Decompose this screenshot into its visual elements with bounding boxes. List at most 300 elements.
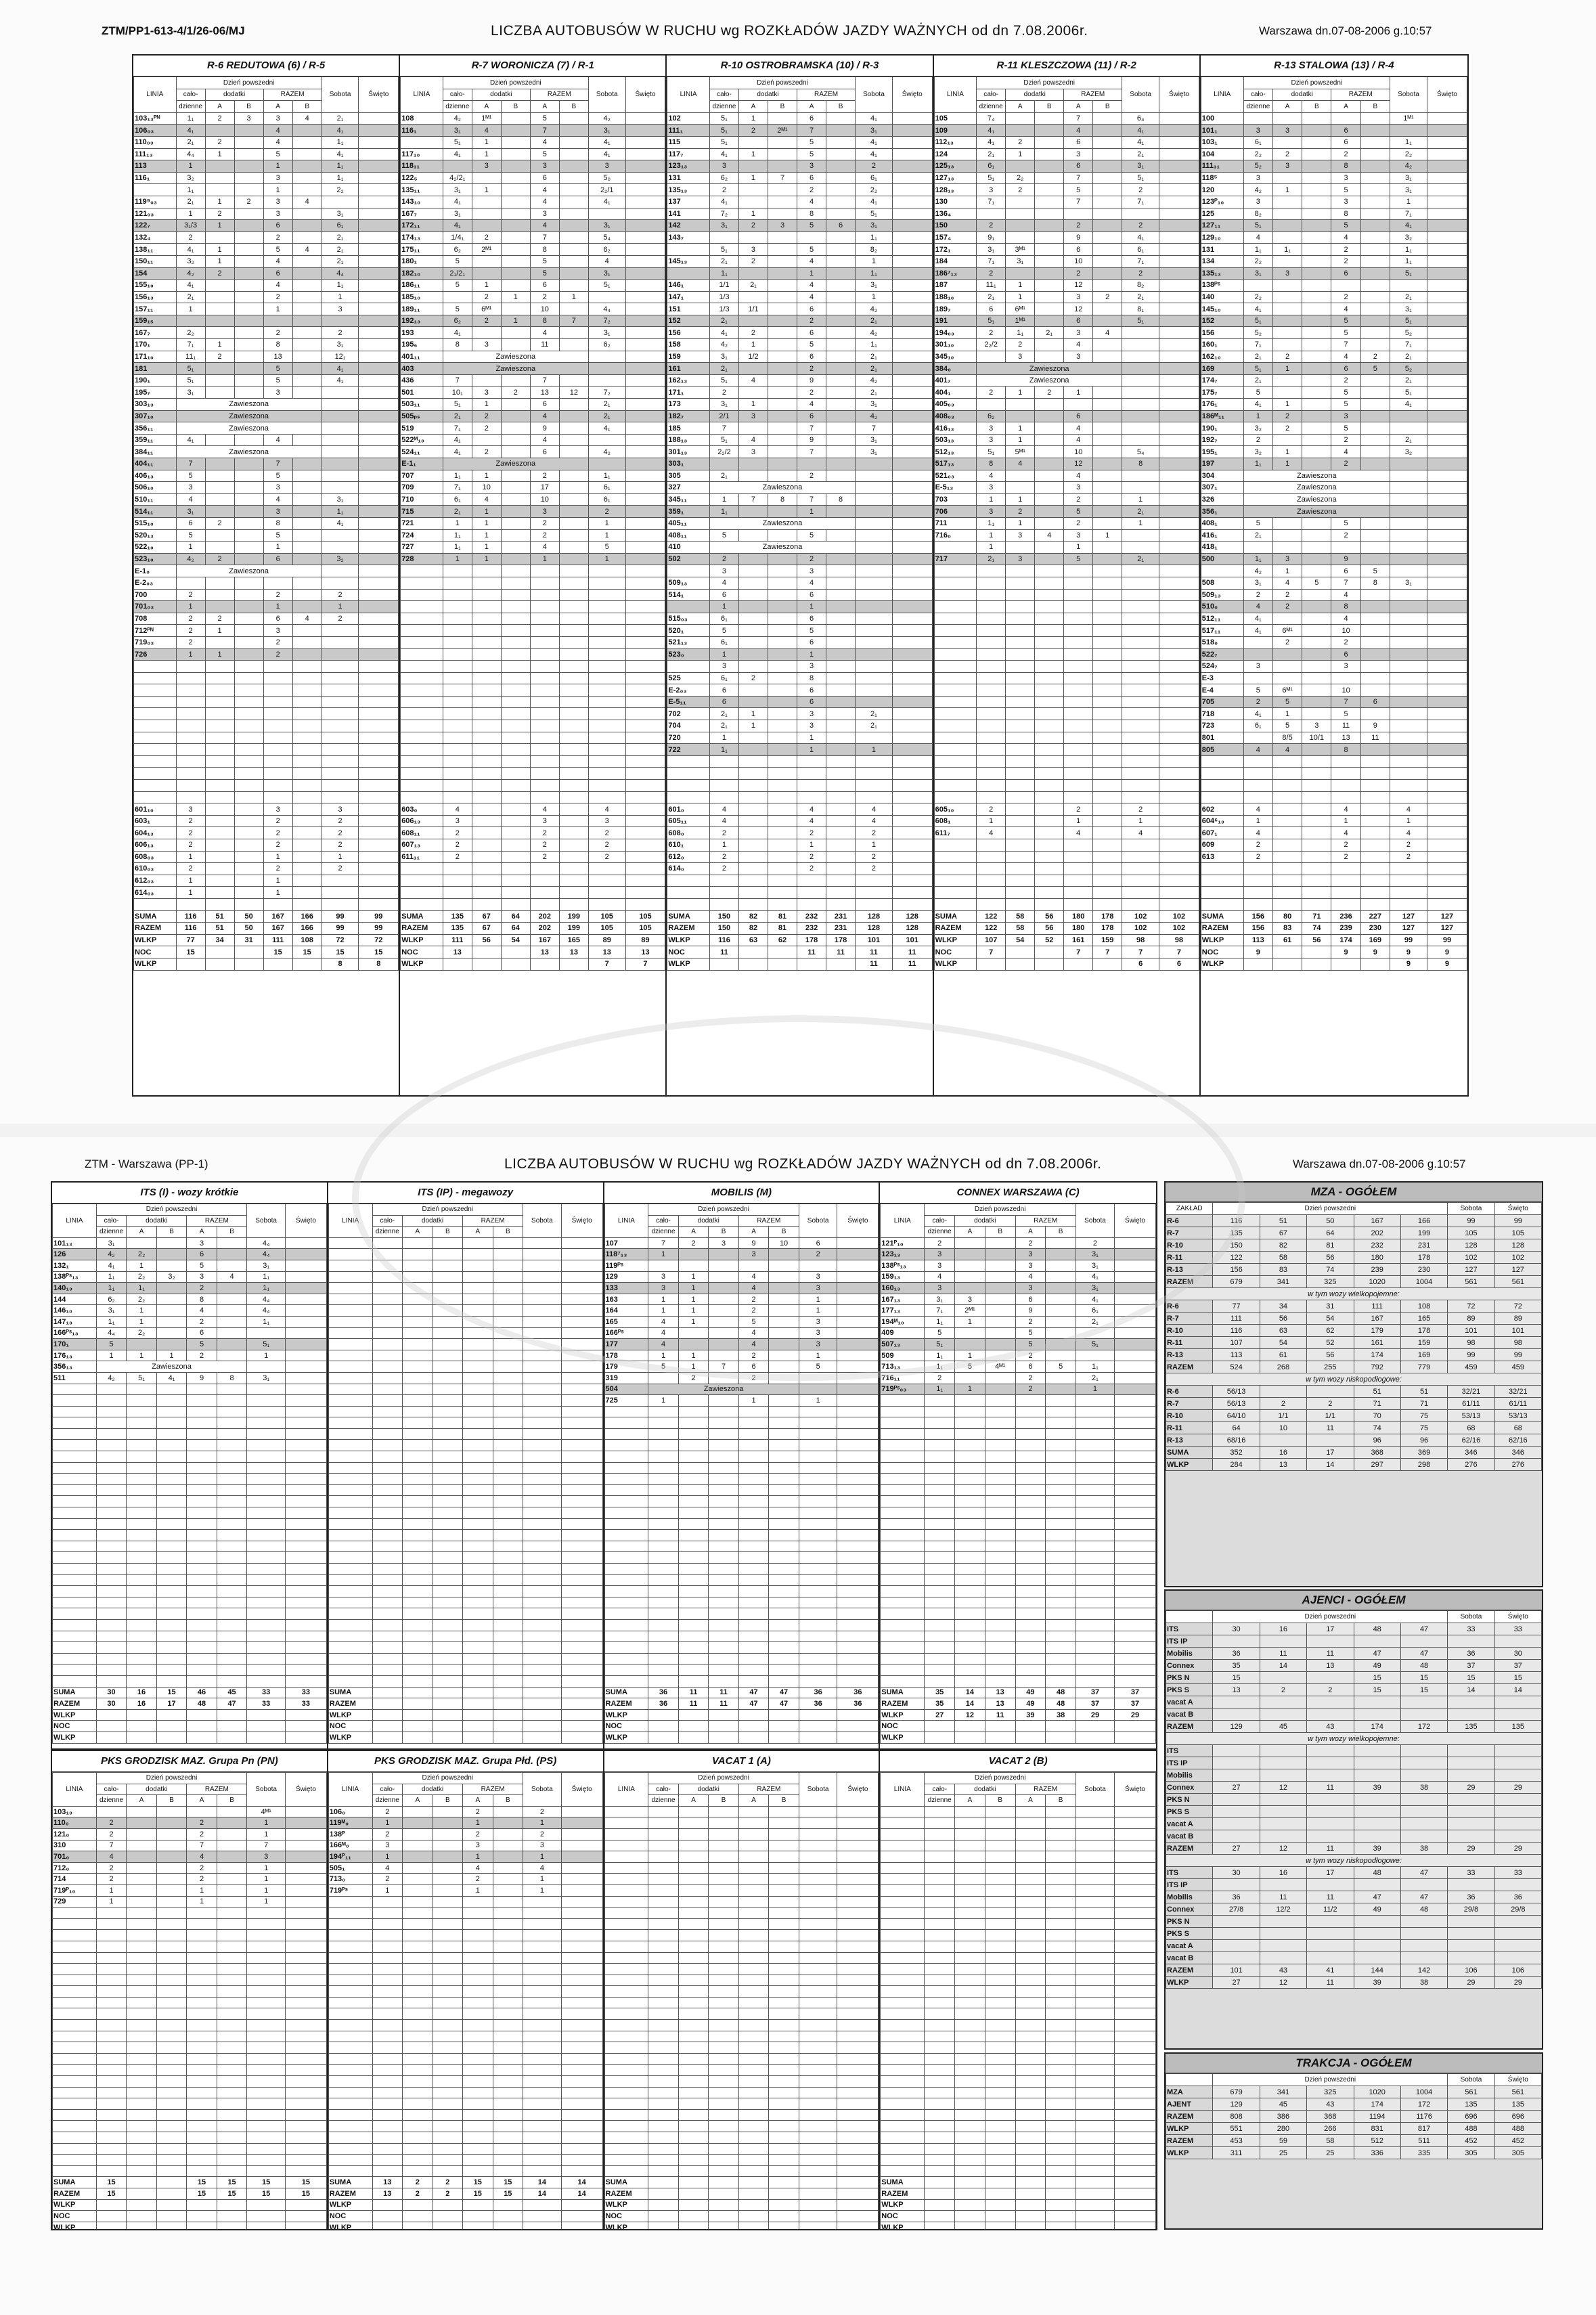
- cell: 2: [205, 517, 234, 529]
- cell: [768, 780, 797, 792]
- cell: [561, 1440, 602, 1451]
- cell: 1: [1272, 399, 1302, 411]
- cell: [837, 1518, 879, 1530]
- cell: [217, 1541, 247, 1552]
- cell: [985, 1586, 1015, 1597]
- cell: [768, 958, 797, 970]
- cell: [127, 1339, 157, 1350]
- table-row: [1201, 434, 1467, 446]
- line-number: 523₀: [667, 648, 710, 661]
- cell: [625, 744, 665, 756]
- cell: 6: [1331, 565, 1360, 577]
- cell: [925, 1428, 955, 1440]
- cell: [559, 255, 588, 267]
- line-number: [328, 1608, 372, 1620]
- cell: [156, 1384, 187, 1395]
- cell: [285, 1428, 326, 1440]
- cell: 2: [977, 387, 1006, 399]
- table-row: [1201, 422, 1467, 435]
- table-row: [667, 363, 932, 375]
- cell: [709, 1597, 739, 1608]
- cell: 3: [709, 160, 738, 173]
- col-head-allday: cało-: [1243, 89, 1272, 101]
- cell: [1114, 1608, 1155, 1620]
- cell: [1006, 887, 1035, 899]
- cell: [625, 458, 665, 470]
- cell: 7: [797, 493, 826, 506]
- cell: [1046, 1530, 1076, 1541]
- cell: [1015, 1619, 1046, 1631]
- cell: [559, 875, 588, 887]
- cell: [1064, 565, 1093, 577]
- cell: [738, 601, 768, 613]
- cell: [501, 517, 530, 529]
- cell: [559, 732, 588, 744]
- cell: [1427, 482, 1467, 494]
- cell: [799, 1541, 837, 1552]
- table-row-empty: [53, 1675, 327, 1687]
- line-number: [401, 863, 443, 875]
- col-head-a: A: [205, 101, 234, 113]
- cell: [925, 1417, 955, 1429]
- cell: [292, 136, 322, 148]
- total-row: [1201, 910, 1467, 923]
- line-number: RAZEM: [1201, 923, 1243, 935]
- cell: [501, 625, 530, 637]
- total-row: [934, 923, 1199, 935]
- cell: [625, 303, 665, 315]
- cell: [892, 399, 932, 411]
- cell: [1360, 613, 1390, 625]
- cell: [1427, 327, 1467, 339]
- cell: 2: [1076, 1237, 1115, 1249]
- table-row: [934, 387, 1199, 399]
- line-number: 111₁: [667, 125, 710, 137]
- cell: [127, 1384, 157, 1395]
- cell: [523, 1428, 562, 1440]
- col-head-total: RAZEM: [1064, 89, 1122, 101]
- cell: [217, 1395, 247, 1407]
- cell: [1159, 744, 1199, 756]
- cell: [463, 1698, 493, 1710]
- cell: 4₂: [856, 327, 893, 339]
- cell: [403, 1428, 433, 1440]
- table-row-empty: [401, 863, 665, 875]
- cell: [977, 565, 1006, 577]
- cell: [648, 1518, 679, 1530]
- cell: [955, 1474, 985, 1485]
- cell: [1064, 208, 1093, 220]
- table-row: [134, 422, 399, 435]
- cell: [1114, 1428, 1155, 1440]
- line-number: [881, 1428, 925, 1440]
- cell: [826, 339, 856, 351]
- cell: [247, 1361, 286, 1373]
- cell: [985, 1653, 1015, 1664]
- cell: [322, 875, 359, 887]
- table-row: [934, 315, 1199, 327]
- cell: [768, 184, 797, 196]
- cell: [1035, 315, 1064, 327]
- cell: [892, 661, 932, 673]
- cell: 13: [443, 946, 472, 958]
- cell: [359, 374, 399, 387]
- cell: [1093, 493, 1122, 506]
- col-head-a: A: [263, 101, 292, 113]
- cell: 12: [1064, 458, 1093, 470]
- cell: 2: [1243, 434, 1272, 446]
- cell: [247, 1440, 286, 1451]
- cell: 7₂: [588, 387, 625, 399]
- cell: [1064, 732, 1093, 744]
- table-row: [134, 625, 399, 637]
- cell: 6₁: [709, 613, 738, 625]
- cell: [176, 768, 205, 780]
- cell: 48: [187, 1698, 217, 1710]
- cell: [217, 1619, 247, 1631]
- table-row: [934, 553, 1199, 565]
- cell: [769, 1619, 799, 1631]
- cell: [892, 434, 932, 446]
- line-number: 406₁₃: [134, 470, 177, 482]
- line-number: [604, 1474, 648, 1485]
- cell: 2: [472, 291, 501, 303]
- cell: [292, 148, 322, 160]
- cell: 1: [648, 1350, 679, 1361]
- cell: [1159, 208, 1199, 220]
- cell: [493, 1406, 523, 1417]
- cell: [359, 303, 399, 315]
- table-row: [134, 636, 399, 648]
- cell: 89: [588, 934, 625, 946]
- line-number: 101₁₃: [53, 1237, 97, 1249]
- cell: [1114, 1384, 1155, 1395]
- cell: [359, 565, 399, 577]
- cell: 150: [709, 923, 738, 935]
- cell: [625, 184, 665, 196]
- cell: [1427, 410, 1467, 422]
- cell: [738, 1631, 769, 1642]
- cell: [234, 720, 263, 732]
- line-number: [53, 1564, 97, 1575]
- cell: 2: [1243, 696, 1272, 708]
- cell: [292, 493, 322, 506]
- cell: [1064, 684, 1093, 697]
- cell: [1159, 125, 1199, 137]
- cell: [463, 1675, 493, 1687]
- cell: [1427, 613, 1467, 625]
- cell: [234, 875, 263, 887]
- cell: 99: [322, 923, 359, 935]
- cell: [1272, 434, 1302, 446]
- cell: 5: [797, 625, 826, 637]
- cell: [1093, 422, 1122, 435]
- cell: [433, 1631, 463, 1642]
- cell: 5₂: [1390, 327, 1427, 339]
- cell: 4₁: [322, 148, 359, 160]
- cell: [856, 506, 893, 518]
- cell: [561, 1597, 602, 1608]
- cell: [1302, 636, 1331, 648]
- table-row-empty: [881, 1428, 1156, 1440]
- cell: 8/5: [1272, 732, 1302, 744]
- cell: 5: [263, 148, 292, 160]
- line-number: E-2₀₃: [134, 577, 177, 589]
- cell: [826, 803, 856, 816]
- cell: [463, 1372, 493, 1384]
- cell: [205, 803, 234, 816]
- line-number: WLKP: [881, 1732, 925, 1743]
- cell: [856, 672, 893, 684]
- cell: [709, 1552, 739, 1564]
- cell: [1159, 482, 1199, 494]
- cell: 9: [187, 1372, 217, 1384]
- col-head-a: A: [127, 1795, 157, 1807]
- cell: [443, 708, 472, 720]
- cell: [1243, 732, 1272, 744]
- cell: [826, 244, 856, 256]
- cell: 4: [797, 803, 826, 816]
- cell: [738, 160, 768, 173]
- cell: 36: [648, 1698, 679, 1710]
- cell: 2: [176, 815, 205, 827]
- cell: [955, 1619, 985, 1631]
- cell: 3: [1064, 148, 1093, 160]
- cell: [217, 1339, 247, 1350]
- cell: [985, 1552, 1015, 1564]
- cell: 3: [1006, 351, 1035, 363]
- cell: 54: [501, 934, 530, 946]
- cell: [187, 1417, 217, 1429]
- cell: 10: [530, 493, 559, 506]
- table-row: [667, 661, 932, 673]
- cell: 2: [1015, 1316, 1046, 1327]
- table-row-empty: [328, 1428, 602, 1440]
- cell: [1015, 1530, 1046, 1541]
- cell: [359, 613, 399, 625]
- col-head-b: B: [156, 1795, 187, 1807]
- line-number: 612₀: [667, 851, 710, 863]
- cell: 2₂: [1243, 148, 1272, 160]
- cell: [826, 958, 856, 970]
- cell: [738, 1451, 769, 1463]
- col-head-saturday: Sobota: [799, 1204, 837, 1238]
- cell: 5: [1360, 363, 1390, 375]
- cell: [1006, 625, 1035, 637]
- cell: [769, 1395, 799, 1407]
- cell: [1122, 529, 1159, 542]
- table-row: [1201, 661, 1467, 673]
- cell: [1006, 482, 1035, 494]
- cell: [472, 577, 501, 589]
- cell: 33: [247, 1687, 286, 1698]
- cell: [799, 1709, 837, 1721]
- cell: [1427, 303, 1467, 315]
- cell: [1331, 875, 1360, 887]
- cell: [977, 839, 1006, 852]
- cell: [648, 1631, 679, 1642]
- cell: [472, 220, 501, 232]
- total-row: [667, 923, 932, 935]
- cell: [1015, 1406, 1046, 1417]
- cell: 2ᴹ¹: [955, 1305, 985, 1317]
- cell: 4: [530, 542, 559, 554]
- cell: [797, 458, 826, 470]
- cell: [826, 827, 856, 839]
- cell: 3: [263, 803, 292, 816]
- cell: [205, 684, 234, 697]
- cell: [709, 1732, 739, 1743]
- cell: [588, 887, 625, 899]
- total-row: [667, 958, 932, 970]
- line-number: [667, 780, 710, 792]
- cell: 7: [625, 958, 665, 970]
- col-head-total: RAZEM: [187, 1215, 247, 1227]
- cell: 3₁: [247, 1372, 286, 1384]
- cell: [826, 160, 856, 173]
- cell: 89: [625, 934, 665, 946]
- cell: [234, 780, 263, 792]
- cell: [403, 1518, 433, 1530]
- cell: [1046, 1631, 1076, 1642]
- cell: [561, 1574, 602, 1586]
- cell: 1: [678, 1350, 709, 1361]
- cell: 2: [977, 220, 1006, 232]
- cell: [156, 1316, 187, 1327]
- cell: [769, 1440, 799, 1451]
- table-row: [667, 291, 932, 303]
- cell: [96, 1653, 127, 1664]
- col-head-a: A: [1006, 101, 1035, 113]
- cell: 4₂: [176, 553, 205, 565]
- cell: 7: [709, 1361, 739, 1373]
- line-number: 147₁₃: [53, 1316, 97, 1327]
- cell: 2₂: [1390, 148, 1427, 160]
- cell: [826, 327, 856, 339]
- cell: [648, 1675, 679, 1687]
- cell: [826, 255, 856, 267]
- total-row: [134, 946, 399, 958]
- cell: [561, 1361, 602, 1373]
- cell: [523, 1709, 562, 1721]
- cell: [1331, 780, 1360, 792]
- line-number: [328, 1541, 372, 1552]
- line-number: 127₁₃: [934, 172, 977, 184]
- cell: [1159, 553, 1199, 565]
- cell: 6: [1331, 363, 1360, 375]
- line-number: [881, 1664, 925, 1676]
- cell: 122: [977, 923, 1006, 935]
- cell: [234, 684, 263, 697]
- cell: 2: [738, 1294, 769, 1305]
- cell: [127, 1440, 157, 1451]
- cell: 4: [797, 255, 826, 267]
- cell: [925, 1586, 955, 1597]
- cell: [1122, 399, 1159, 411]
- cell: 3: [1331, 410, 1360, 422]
- line-number: 408₁: [1201, 517, 1243, 529]
- cell: [559, 755, 588, 768]
- line-number: 142: [667, 220, 710, 232]
- cell: 4: [292, 613, 322, 625]
- cell: [1272, 542, 1302, 554]
- cell: [799, 1518, 837, 1530]
- cell: [837, 1619, 879, 1631]
- cell: [156, 1530, 187, 1541]
- cell: [892, 601, 932, 613]
- cell: [463, 1395, 493, 1407]
- cell: [559, 958, 588, 970]
- cell: [559, 542, 588, 554]
- cell: [769, 1417, 799, 1429]
- cell: [530, 744, 559, 756]
- cell: 37: [1076, 1687, 1115, 1698]
- cell: [205, 303, 234, 315]
- line-number: [134, 768, 177, 780]
- cell: [1159, 875, 1199, 887]
- cell: [322, 744, 359, 756]
- cell: [559, 112, 588, 125]
- line-number: 157₄: [934, 232, 977, 244]
- cell: [826, 577, 856, 589]
- cell: [1427, 434, 1467, 446]
- cell: 4: [1035, 529, 1064, 542]
- cell: [561, 1721, 602, 1732]
- cell: [1035, 470, 1064, 482]
- cell: [263, 755, 292, 768]
- cell: 9₁: [977, 232, 1006, 244]
- cell: [1046, 1675, 1076, 1687]
- cell: [247, 1608, 286, 1620]
- cell: 4₁: [856, 148, 893, 160]
- cell: 1: [263, 851, 292, 863]
- cell: 1₁: [588, 470, 625, 482]
- table-row: [667, 720, 932, 732]
- cell: [559, 613, 588, 625]
- cell: [234, 898, 263, 910]
- total-row: [134, 923, 399, 935]
- cell: [156, 1462, 187, 1474]
- cell: [1114, 1417, 1155, 1429]
- cell: [1331, 768, 1360, 780]
- cell: [205, 291, 234, 303]
- cell: 3: [1064, 327, 1093, 339]
- total-row: [328, 1698, 602, 1710]
- cell: [826, 708, 856, 720]
- cell: [403, 1395, 433, 1407]
- cell: 4₂: [443, 112, 472, 125]
- table-row: [1201, 280, 1467, 292]
- cell: 2: [709, 387, 738, 399]
- cell: [1006, 958, 1035, 970]
- cell: 2₁: [856, 720, 893, 732]
- cell: [1272, 791, 1302, 803]
- total-row: [1201, 923, 1467, 935]
- col-head-b: B: [709, 1227, 739, 1238]
- cell: [1272, 661, 1302, 673]
- cell: 122: [977, 910, 1006, 923]
- cell: 30: [96, 1698, 127, 1710]
- cell: [1093, 148, 1122, 160]
- cell: [322, 422, 359, 435]
- cell: [1006, 672, 1035, 684]
- cell: [1159, 565, 1199, 577]
- cell: 4: [1093, 327, 1122, 339]
- cell: [1122, 374, 1159, 387]
- cell: [127, 1709, 157, 1721]
- table-row-empty: [328, 1440, 602, 1451]
- cell: [625, 493, 665, 506]
